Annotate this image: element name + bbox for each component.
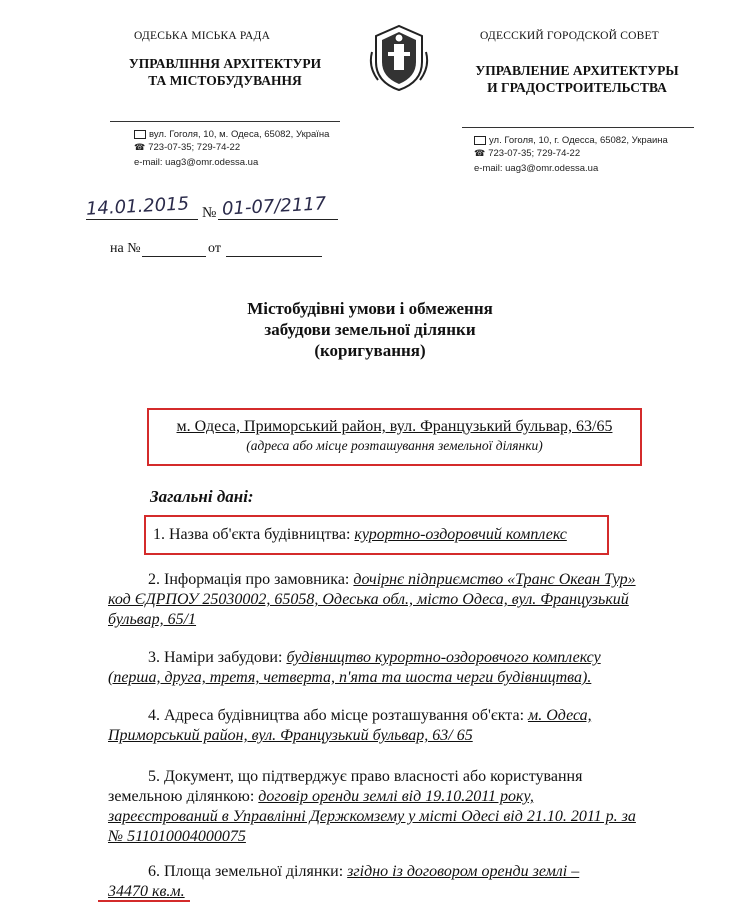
email-ua: e-mail: uag3@omr.odessa.ua	[134, 157, 259, 168]
title-line1: Містобудівні умови і обмеження	[247, 299, 493, 318]
area-red-underline	[98, 900, 190, 902]
address-line-ua	[134, 129, 374, 141]
department-name-ru	[462, 62, 692, 96]
department-name-ua	[110, 55, 340, 89]
incoming-number-blank	[142, 256, 206, 257]
item-3	[108, 648, 681, 688]
incoming-date-label: от	[208, 241, 221, 256]
item5-value-a: договір оренди землі від 19.10.2011 року,	[258, 788, 534, 805]
address-ru: ул. Гоголя, 10, г. Одесса, 65082, Украина	[489, 135, 668, 146]
item6-line1	[108, 862, 681, 882]
header-rule-left	[110, 121, 340, 122]
odesa-coat-of-arms	[368, 22, 430, 94]
phone-line-ua	[134, 141, 374, 154]
department-ua-line1: УПРАВЛІННЯ АРХІТЕКТУРИ	[128, 56, 322, 71]
item5-value-b: зареєстрований в Управлінні Держкомзему у місті Одесі від 21.10. 2011 р. за	[108, 808, 636, 825]
contacts-left	[134, 129, 374, 169]
phone-icon: ☎	[474, 148, 486, 158]
number-underline	[218, 219, 338, 220]
item6-value-b: 34470 кв.м.	[108, 883, 185, 900]
item-5	[108, 767, 681, 847]
phone-line-ru	[474, 147, 714, 160]
item1-value: курортно-оздоровчий комплекс	[354, 526, 567, 543]
item2-value-c: бульвар, 65/1	[108, 611, 197, 628]
email-ru: e-mail: uag3@omr.odessa.ua	[474, 163, 599, 174]
item-2	[108, 570, 681, 630]
item6-label: 6. Площа земельної ділянки:	[148, 863, 344, 880]
item5-value-c: № 511010004000075	[108, 828, 246, 845]
general-data-heading: Загальні дані:	[150, 487, 254, 506]
title-line3: (коригування)	[314, 341, 426, 360]
item4-line1	[108, 706, 681, 726]
number-label: №	[202, 205, 217, 221]
item3-value-b: (перша, друга, третя, четверта, п'ята та шоста черги будівництва).	[108, 669, 592, 686]
address-line-ru	[474, 135, 714, 147]
handwritten-date: 14.01.2015	[85, 193, 190, 220]
item4-value-b: Приморський район, вул. Французький бульвар, 63/ 65	[108, 727, 473, 744]
phone-ua: 723-07-35; 729-74-22	[148, 142, 241, 153]
site-address-caption: (адреса або місце розташування земельної ділянки)	[246, 438, 543, 453]
item-6	[108, 862, 681, 902]
council-name-ua: ОДЕСЬКА МІСЬКА РАДА	[134, 30, 271, 42]
item4-label: 4. Адреса будівництва або місце розташування об'єкта:	[148, 707, 525, 724]
address-ua: вул. Гоголя, 10, м. Одеса, 65082, Україна	[149, 129, 330, 140]
item2-label: 2. Інформація про замовника:	[148, 571, 350, 588]
department-ru-line2: И ГРАДОСТРОИТЕЛЬСТВА	[487, 80, 667, 95]
envelope-icon	[474, 136, 486, 145]
item3-value-a: будівництво курортно-оздоровчого комплексу	[286, 649, 601, 666]
item3-line1	[108, 648, 681, 668]
item2-value-a: дочірнє підприємство «Транс Океан Тур»	[353, 571, 636, 588]
item3-label: 3. Наміри забудови:	[148, 649, 283, 666]
contacts-right	[474, 135, 714, 175]
item6-value-a: згідно із договором оренди землі –	[347, 863, 580, 880]
department-ua-line2: ТА МІСТОБУДУВАННЯ	[148, 73, 302, 88]
handwritten-number: 01-07/2117	[221, 193, 327, 220]
address-highlight-box	[147, 408, 642, 466]
phone-icon: ☎	[134, 142, 146, 152]
item5-label-a: 5. Документ, що підтверджує право власності або користування	[148, 768, 583, 785]
item2-value-b: код ЄДРПОУ 25030002, 65058, Одеська обл., місто Одеса, вул. Французький	[108, 591, 629, 608]
phone-ru: 723-07-35; 729-74-22	[488, 148, 581, 159]
department-ru-line1: УПРАВЛЕНИЕ АРХИТЕКТУРЫ	[475, 63, 679, 78]
item5-label-b: земельною ділянкою:	[108, 788, 255, 805]
document-title	[170, 298, 570, 361]
site-address: м. Одеса, Приморський район, вул. Французький бульвар, 63/65	[176, 418, 613, 435]
item-1	[153, 525, 567, 545]
incoming-date-blank	[226, 256, 322, 257]
date-underline	[86, 219, 198, 220]
council-name-ru: ОДЕССКИЙ ГОРОДСКОЙ СОВЕТ	[480, 30, 659, 42]
incoming-number-label: на №	[110, 241, 141, 256]
item4-value-a: м. Одеса,	[528, 707, 592, 724]
item1-label: 1. Назва об'єкта будівництва:	[153, 526, 351, 543]
header-rule-right	[462, 127, 694, 128]
item2-line1	[108, 570, 681, 590]
item5-line2	[108, 787, 681, 807]
item-4	[108, 706, 681, 746]
title-line2: забудови земельної ділянки	[264, 320, 476, 339]
envelope-icon	[134, 130, 146, 139]
